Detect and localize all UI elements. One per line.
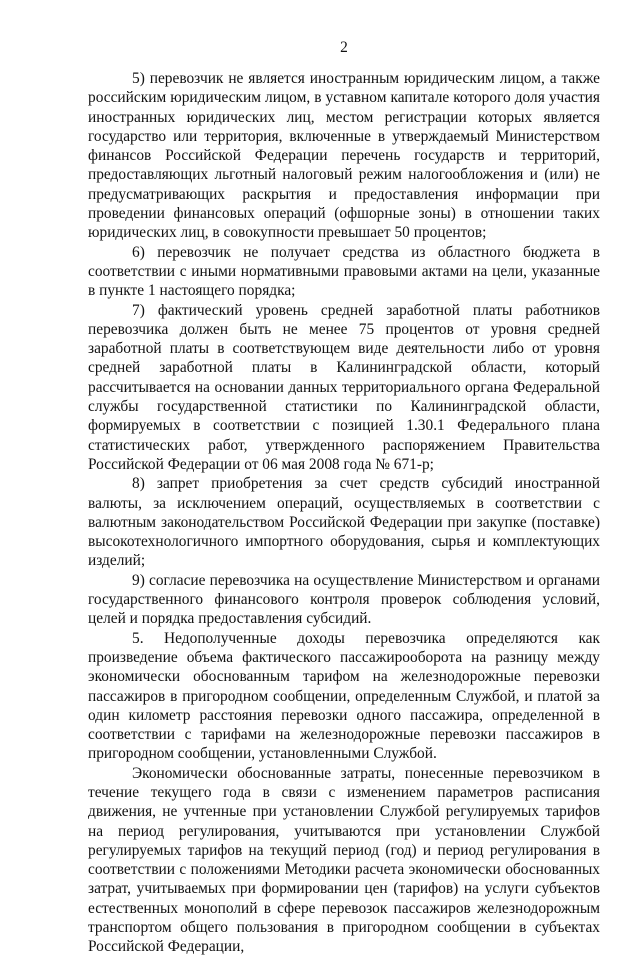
paragraph-item-8: 8) запрет приобретения за счет средств субсидий иностранной валюты, за исключением операций, осуществляемых в соответствии с валютным законодательством Российской Федерации при закупке (поставке) высокотехнологичного импортного оборудования, сырья и комплектующих изделий;: [88, 475, 600, 570]
paragraph-economic-costs: Экономически обоснованные затраты, понесенные перевозчиком в течение текущего года в связи с изменением параметров расписания движения, не учтенные при установлении Службой регулируемых тарифов на период регулирования, учитываются при установлении Службой регулируемых тарифов на текущий период (год) и период регулирования в соответствии с положениями Методики расчета экономически обоснованных затрат, учитываемых при формировании цен (тарифов) на услуги субъектов естественных монополий в сфере перевозок пассажиров железнодорожным транспортом общего пользования в пригородном сообщении в субъектах Российской Федерации,: [88, 764, 600, 956]
document-page: [88, 38, 600, 957]
paragraph-item-9: 9) согласие перевозчика на осуществление Министерством и органами государственного финансового контроля проверок соблюдения условий, целей и порядка предоставления субсидий.: [88, 571, 600, 628]
paragraph-section-5: 5. Недополученные доходы перевозчика определяются как произведение объема фактического пассажирооборота на разницу между экономически обоснованным тарифом на железнодорожные перевозки пассажиров в пригородном сообщении, определенным Службой, и платой за один километр расстояния перевозки одного пассажира, определенной в соответствии с тарифами на железнодорожные перевозки пассажиров в пригородном сообщении, установленными Службой.: [88, 629, 600, 763]
page-number: 2: [340, 39, 348, 56]
paragraph-item-7: 7) фактический уровень средней заработной платы работников перевозчика должен быть не менее 75 процентов от уровня средней заработной платы в соответствующем виде деятельности либо от уровня средней заработной платы в Калининградской области, который рассчитывается на основании данных территориального органа Федеральной службы государственной статистики по Калининградской области, формируемых в соответствии с позицией 1.30.1 Федерального плана статистических работ, утвержденного распоряжением Правительства Российской Федерации от 06 мая 2008 года № 671-р;: [88, 301, 600, 473]
paragraph-item-5: 5) перевозчик не является иностранным юридическим лицом, а также российским юридическим лицом, в уставном капитале которого доля участия иностранных юридических лиц, местом регистрации которых является государство или территория, включенные в утверждаемый Министерством финансов Российской Федерации перечень государств и территорий, предоставляющих льготный налоговый режим налогообложения и (или) не предусматривающих раскрытия и предоставления информации при проведении финансовых операций (офшорные зоны) в отношении таких юридических лиц, в совокупности превышает 50 процентов;: [88, 70, 600, 242]
paragraph-item-6: 6) перевозчик не получает средства из областного бюджета в соответствии с иными нормативными правовыми актами на цели, указанные в пункте 1 настоящего порядка;: [88, 243, 600, 300]
